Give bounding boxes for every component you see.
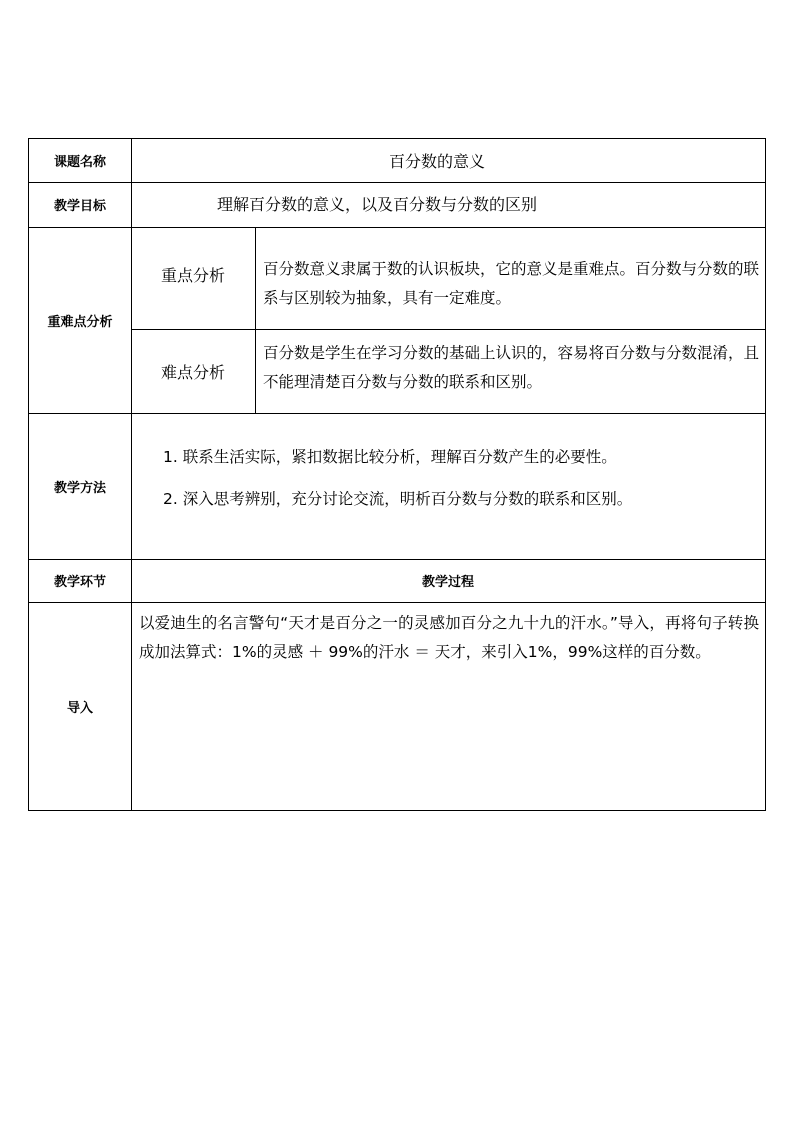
difficult-point-label: 难点分析 — [160, 362, 225, 382]
objective-value: 理解百分数的意义，以及百分数与分数的区别 — [217, 195, 538, 214]
method-item-2: 2. 深入思考辨别，充分讨论交流，明析百分数与分数的联系和区别。 — [163, 490, 633, 508]
course-label: 课题名称 — [53, 155, 106, 170]
intro-label: 导入 — [66, 700, 93, 716]
row-divider — [29, 602, 765, 603]
objective-label: 教学目标 — [53, 199, 106, 214]
key-point-label: 重点分析 — [160, 265, 225, 285]
analysis-label: 重难点分析 — [47, 314, 113, 330]
method-item-1: 1. 联系生活实际，紧扣数据比较分析，理解百分数产生的必要性。 — [163, 448, 617, 466]
process-stage-header: 教学环节 — [53, 575, 106, 590]
lesson-plan-table — [28, 138, 766, 811]
course-value: 百分数的意义 — [388, 152, 485, 171]
method-label: 教学方法 — [53, 480, 106, 496]
process-header: 教学过程 — [421, 575, 474, 590]
difficult-point-text: 百分数是学生在学习分数的基础上认识的，容易将百分数与分数混淆，且不能理清楚百分数与分数的联系和区别。 — [263, 344, 760, 391]
row-divider — [29, 413, 765, 414]
key-point-text: 百分数意义隶属于数的认识板块，它的意义是重难点。百分数与分数的联系与区别较为抽象，具有一定难度。 — [263, 260, 760, 307]
intro-text: 以爱迪生的名言警句“天才是百分之一的灵感加百分之九十九的汗水。”导入，再将句子转换成加法算式：1%的灵感 ＋ 99%的汗水 ＝ 天才，来引入1%，99%这样的百分数。 — [139, 614, 759, 661]
column-divider — [255, 227, 256, 413]
